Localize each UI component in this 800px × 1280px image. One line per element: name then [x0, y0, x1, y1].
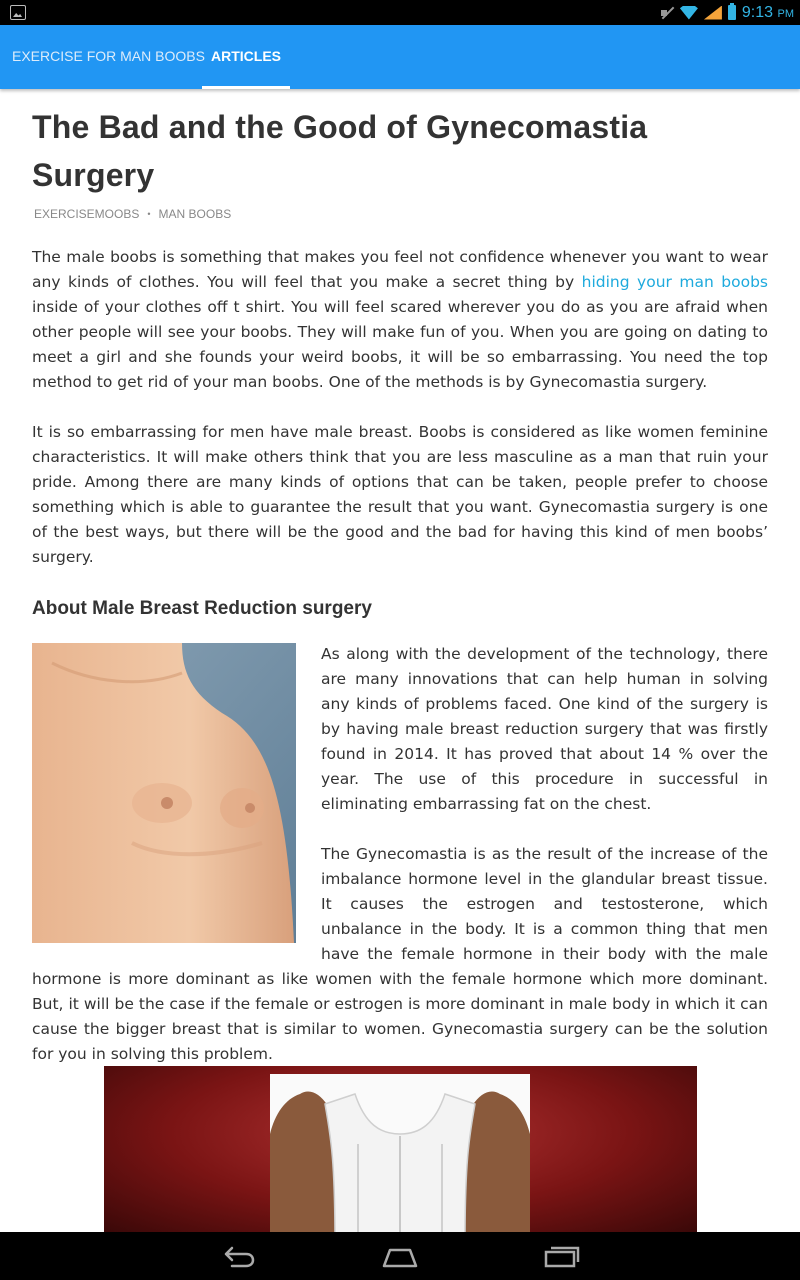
- article: [32, 89, 768, 1067]
- status-time: 9:13 PM: [741, 3, 794, 21]
- paragraph-4: The Gynecomastia is as the result of the increase of the imbalance hormone level in the glandular breast tissue. It causes the estrogen and testosterone, which unbalance in the body. It is a common thing that men have the female hormone in their body with the male hormone is more dominant as like women with the female hormone which more dominant. But, it will be the case if the female or estrogen is more dominant in male body in which it can cause the bigger breast that is similar to women. Gynecomastia surgery can be the solution for you in solving this problem.: [32, 845, 768, 1063]
- battery-icon: [728, 5, 736, 20]
- status-icons: [660, 0, 794, 25]
- section-heading: About Male Breast Reduction surgery: [32, 598, 372, 619]
- article-meta: [32, 207, 768, 221]
- author-link[interactable]: EXERCISEMOOBS: [34, 207, 140, 221]
- paragraph-1: The male boobs is something that makes you feel not confidence whenever you want to wear any kinds of clothes. You will feel that you make a secret thing by hiding your man boobs inside of your clothes off t shirt. You will feel scared wherever you do as you are afraid when other people will see your boobs. They will make fun of you. When you are going on dating to meet a girl and she founds your weird boobs, it will be so embarrassing. You need the top method to get rid of your man boobs. One of the methods is by Gynecomastia surgery.: [32, 248, 768, 391]
- tab-articles[interactable]: ARTICLES: [211, 48, 281, 64]
- compression-vest-photo: [104, 1066, 697, 1232]
- back-icon[interactable]: [218, 1242, 258, 1270]
- paragraph-3: As along with the development of the technology, there are many innovations that can help human in solving any kinds of problems faced. One kind of the surgery is by having male breast reduction surgery that was firstly found in 2014. It has proved that about 14 % over the year. The use of this procedure in successful in eliminating embarrassing fat on the chest.: [321, 645, 768, 813]
- wifi-icon: [680, 6, 698, 20]
- article-title: The Bad and the Good of Gynecomastia Surgery: [32, 109, 648, 193]
- home-icon[interactable]: [380, 1242, 420, 1270]
- mute-icon: [660, 6, 674, 20]
- vest-photo-panel: [270, 1074, 530, 1232]
- hiding-man-boobs-link[interactable]: hiding your man boobs: [581, 273, 768, 291]
- section-body: [32, 642, 768, 1067]
- recent-apps-icon[interactable]: [542, 1242, 582, 1270]
- picture-notification-icon: [10, 5, 26, 20]
- male-chest-photo: [32, 643, 296, 943]
- signal-icon: [704, 6, 722, 20]
- navigation-bar: [0, 1232, 800, 1280]
- paragraph-2: It is so embarrassing for men have male breast. Boobs is considered as like women feminine characteristics. It will make others think that you are less masculine as a man that ruin your pride. Among there are many kinds of options that can be taken, people prefer to choose something which is able to guarantee the result that you want. Gynecomastia surgery is one of the best ways, but there will be the good and the bad for having this kind of men boobs’ surgery.: [32, 423, 768, 566]
- tab-bar: [0, 25, 800, 89]
- meta-separator: •: [147, 209, 151, 219]
- tab-exercise-for-man-boobs[interactable]: EXERCISE FOR MAN BOOBS: [12, 48, 205, 64]
- category-link[interactable]: MAN BOOBS: [158, 207, 232, 221]
- status-bar: [0, 0, 800, 25]
